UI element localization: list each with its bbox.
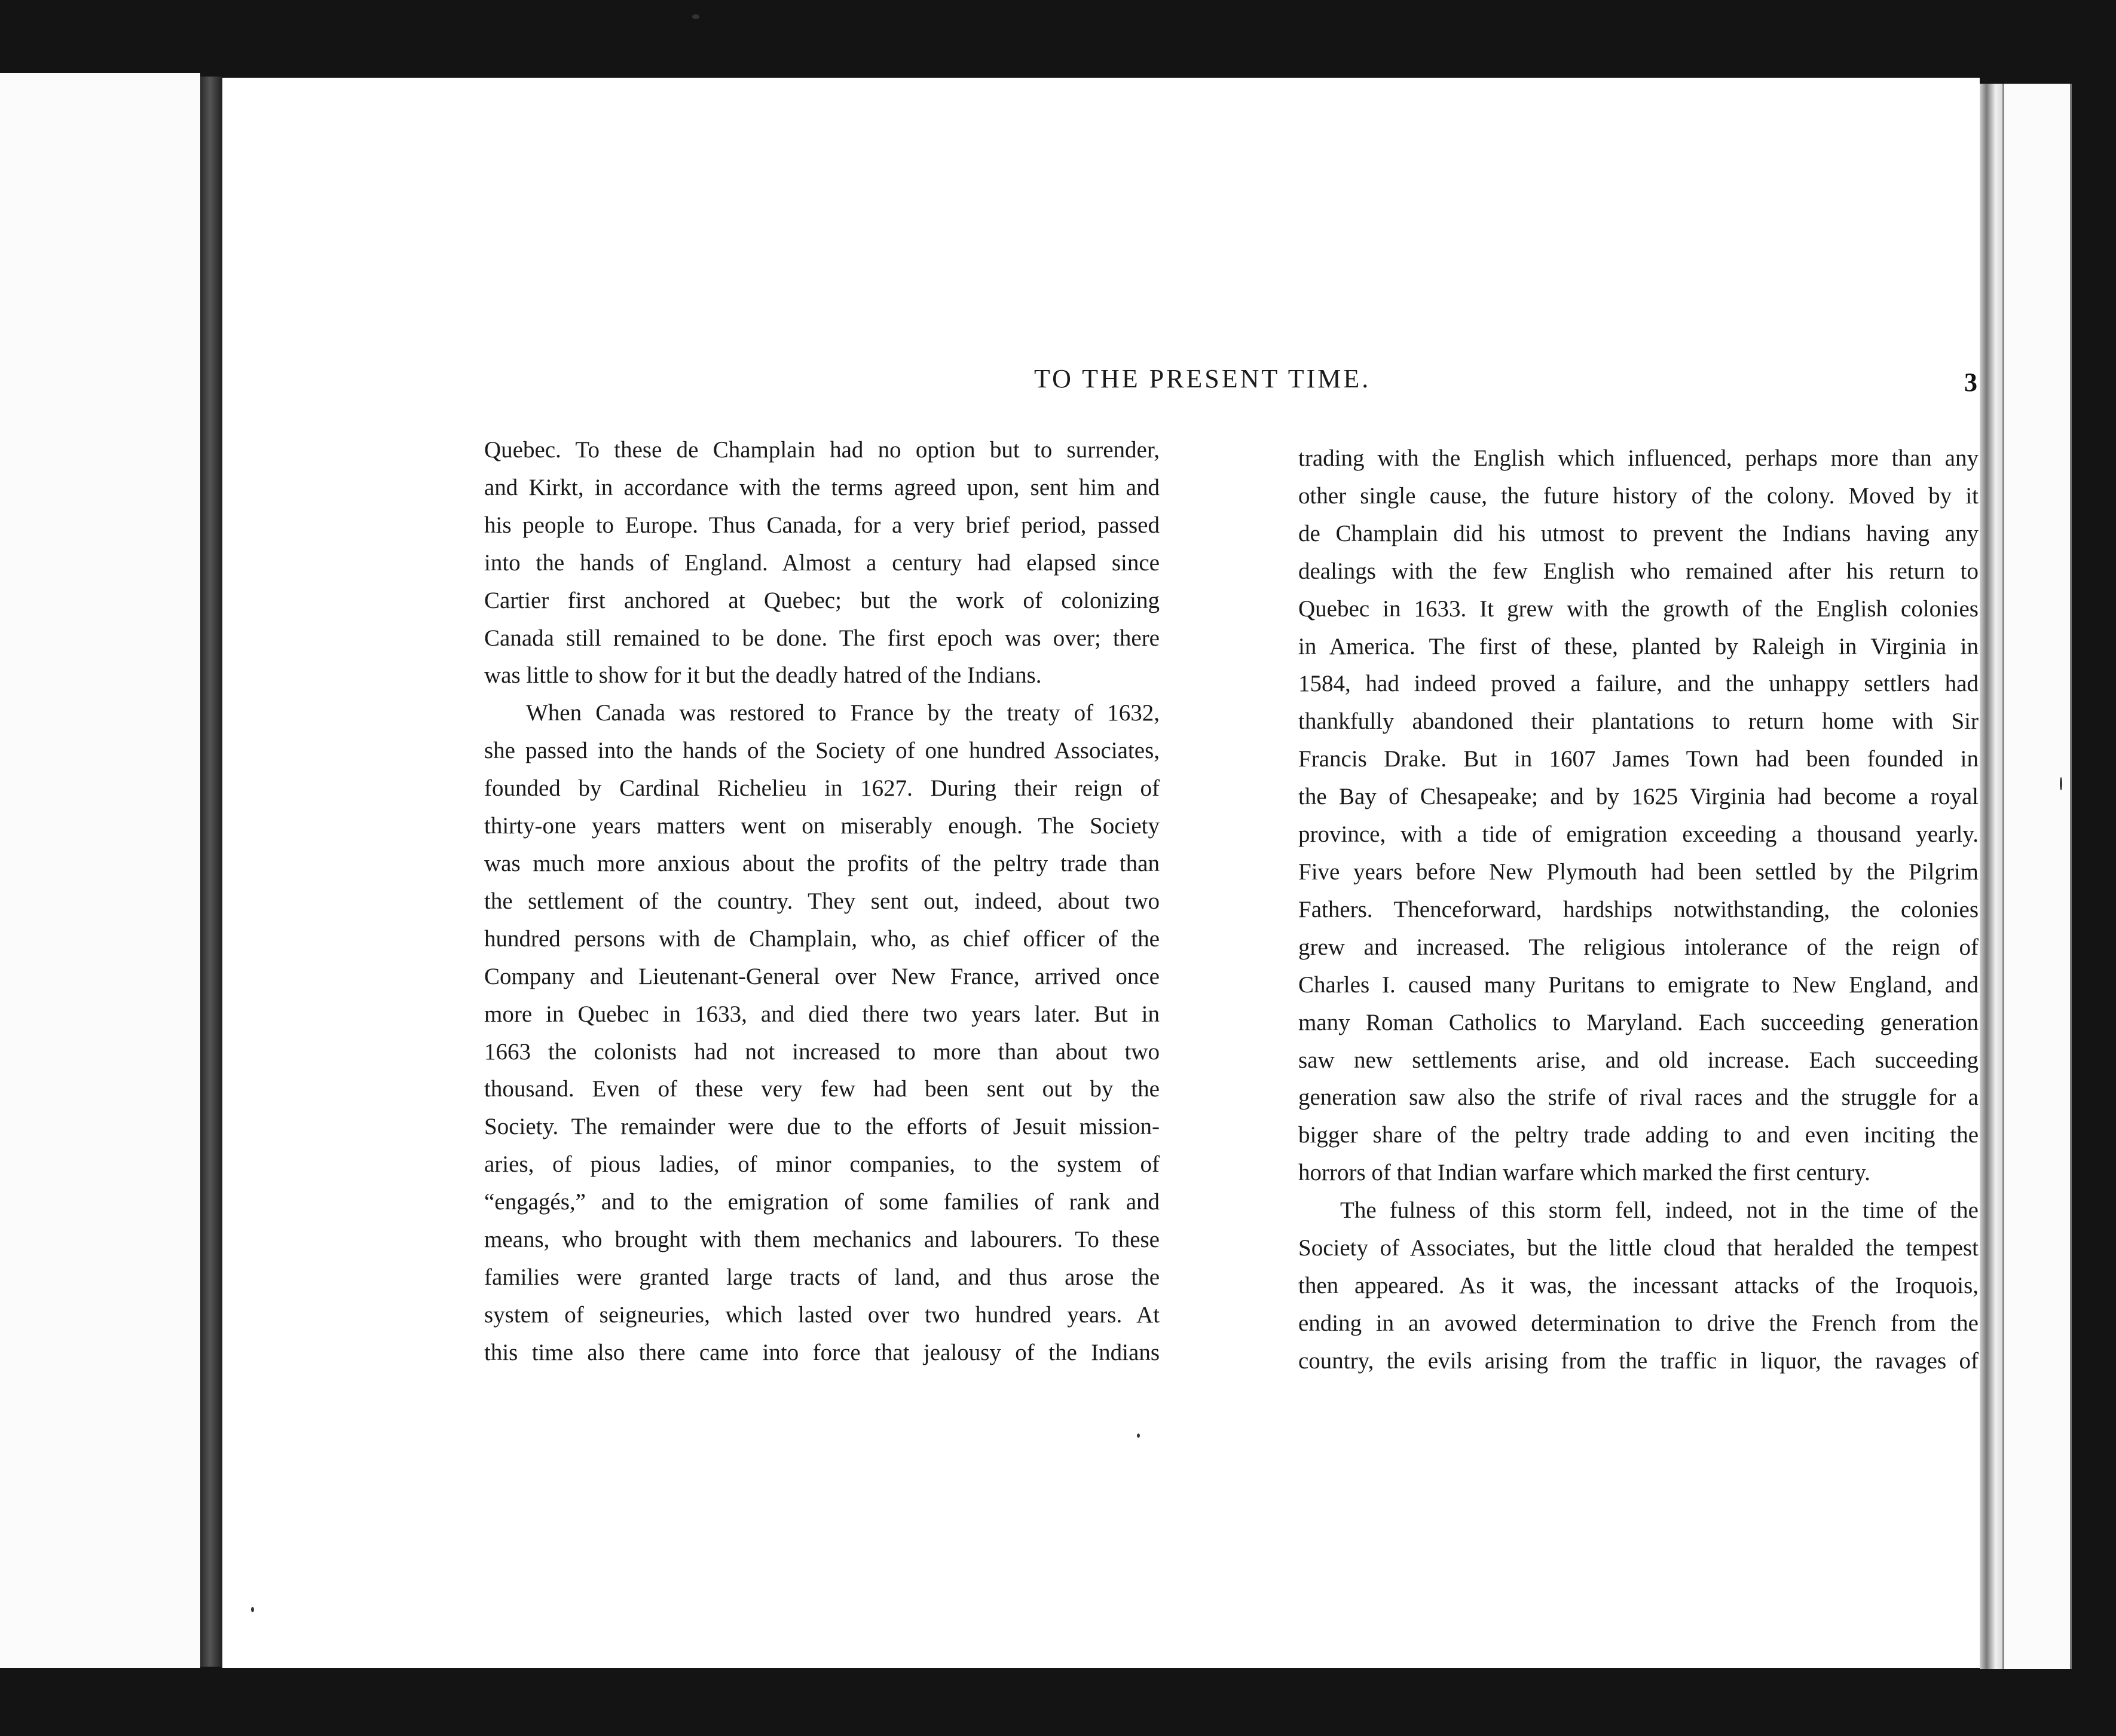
book-gutter-left [200,77,222,1667]
text-line: Quebec in 1633. It grew with the growth of the English colonies [1298,595,1979,622]
text-line: families were granted large tracts of land, and thus arose the [484,1264,1160,1290]
text-line: 1584, had indeed proved a failure, and the unhappy settlers had [1298,671,1979,697]
text-line: was much more anxious about the profits of the peltry trade than [484,850,1160,876]
text-line: thousand. Even of these very few had been sent out by the [484,1076,1160,1102]
text-line: his people to Europe. Thus Canada, for a very brief period, passed [484,512,1160,538]
text-line: 1663 the colonists had not increased to more than about two [484,1038,1160,1065]
text-line: Company and Lieutenant-General over New France, arrived once [484,963,1160,989]
text-line: Society of Associates, but the little cloud that heralded the tempest [1298,1235,1979,1261]
text-line: other single cause, the future history of the colony. Moved by it [1298,482,1979,509]
text-line: the Bay of Chesapeake; and by 1625 Virginia had become a royal [1298,784,1979,810]
text-line: grew and increased. The religious intolerance of the reign of [1298,934,1979,960]
text-line: Five years before New Plymouth had been settled by the Pilgrim [1298,858,1979,885]
text-line: more in Quebec in 1633, and died there two years later. But in [484,1001,1160,1027]
text-line: dealings with the few English who remained after his return to [1298,558,1979,584]
text-line: When Canada was restored to France by the treaty of 1632, [526,700,1160,726]
text-line: Quebec. To these de Champlain had no option but to surrender, [484,437,1160,463]
text-line: and Kirkt, in accordance with the terms agreed upon, sent him and [484,474,1160,500]
text-line: Fathers. Thenceforward, hardships notwithstanding, the colonies [1298,896,1979,922]
scan-speck [692,14,699,19]
text-line: Society. The remainder were due to the efforts of Jesuit mission- [484,1114,1160,1140]
text-line: Francis Drake. But in 1607 James Town had been founded in [1298,746,1979,772]
text-line: horrors of that Indian warfare which marked the first century. [1298,1160,1870,1186]
text-line: Canada still remained to be done. The first epoch was over; there [484,625,1160,651]
text-line: the settlement of the country. They sent out, indeed, about two [484,888,1160,914]
text-line: Charles I. caused many Puritans to emigrate to New England, and [1298,971,1979,998]
text-line: she passed into the hands of the Society of one hundred Associates, [484,738,1160,764]
text-line: generation saw also the strife of rival races and the struggle for a [1298,1084,1979,1111]
facing-page-right [2002,84,2072,1669]
text-line: means, who brought with them mechanics and labourers. To these [484,1227,1160,1253]
book-gutter-right [1980,84,2002,1669]
text-line: The fulness of this storm fell, indeed, not in the time of the [1340,1197,1979,1224]
page-number: 3 [1964,368,1977,397]
text-line: de Champlain did his utmost to prevent the Indians having any [1298,520,1979,546]
text-line: into the hands of England. Almost a century had elapsed since [484,549,1160,576]
text-column-left [484,432,1160,1372]
text-line: Cartier first anchored at Quebec; but the work of colonizing [484,587,1160,613]
text-line: trading with the English which influenced, perhaps more than any [1298,445,1979,471]
text-line: then appeared. As it was, the incessant attacks of the Iroquois, [1298,1272,1979,1298]
scan-speck [1137,1434,1140,1438]
text-line: ending in an avowed determination to drive the French from the [1298,1310,1979,1336]
scan-speck [251,1607,254,1612]
text-line: founded by Cardinal Richelieu in 1627. During their reign of [484,775,1160,802]
text-line: hundred persons with de Champlain, who, as chief officer of the [484,925,1160,952]
text-line: saw new settlements arise, and old increase. Each succeeding [1298,1047,1979,1073]
text-column-right [1298,440,1979,1380]
text-line: “engagés,” and to the emigration of some families of rank and [484,1189,1160,1215]
text-line: country, the evils arising from the traffic in liquor, the ravages of [1298,1347,1979,1374]
text-line: in America. The first of these, planted by Raleigh in Virginia in [1298,633,1979,659]
text-line: bigger share of the peltry trade adding to and even inciting the [1298,1122,1979,1148]
text-line: many Roman Catholics to Maryland. Each succeeding generation [1298,1009,1979,1035]
text-line: was little to show for it but the deadly hatred of the Indians. [484,662,1042,689]
facing-page-left [0,73,200,1668]
text-line: province, with a tide of emigration exceeding a thousand yearly. [1298,821,1979,848]
scan-speck [2060,777,2062,790]
running-head: TO THE PRESENT TIME. [1034,364,1371,393]
text-line: thirty-one years matters went on miserably enough. The Society [484,813,1160,839]
text-line: thankfully abandoned their plantations to return home with Sir [1298,708,1979,735]
text-line: this time also there came into force that jealousy of the Indians [484,1339,1160,1365]
text-line: aries, of pious ladies, of minor companies, to the system of [484,1151,1160,1178]
text-line: system of seigneuries, which lasted over two hundred years. At [484,1301,1160,1328]
